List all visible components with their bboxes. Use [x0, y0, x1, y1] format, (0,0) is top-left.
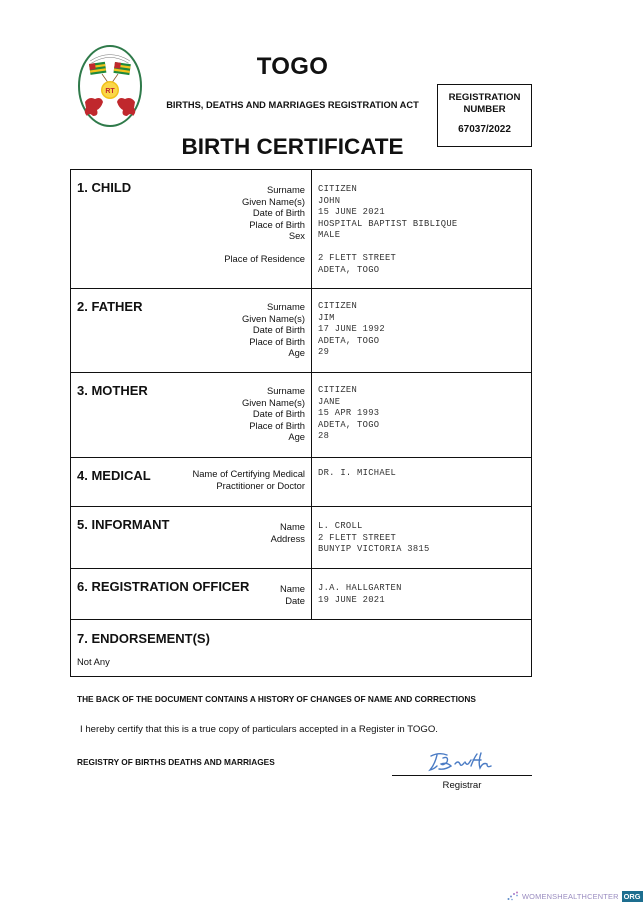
act-title: BIRTHS, DEATHS AND MARRIAGES REGISTRATION ACT — [166, 100, 419, 110]
mother-given-names: JANE — [318, 396, 341, 407]
registration-date: 19 JUNE 2021 — [318, 594, 385, 605]
child-place-of-birth: HOSPITAL BAPTIST BIBLIQUE — [318, 218, 458, 229]
field-labels: Name Date — [279, 583, 305, 606]
field-values — [312, 458, 531, 506]
field-labels: Name Address — [270, 521, 305, 544]
section-title: 6. REGISTRATION OFFICER — [77, 579, 250, 594]
section-endorsements — [71, 620, 531, 676]
father-age: 29 — [318, 347, 330, 358]
mother-place-of-birth: ADETA, TOGO — [318, 419, 380, 430]
field-labels: Surname Given Name(s) Date of Birth Place of Birth Age — [241, 301, 305, 359]
endorsement-text: Not Any — [77, 656, 110, 667]
informant-name: L. CROLL — [318, 521, 363, 531]
section-title: 1. CHILD — [77, 180, 132, 195]
section-child — [71, 170, 531, 289]
field-values — [312, 373, 531, 457]
mother-surname: CITIZEN — [318, 385, 358, 395]
field-values — [312, 569, 531, 619]
mother-age: 28 — [318, 431, 330, 442]
section-medical — [71, 458, 531, 507]
section-title: 3. MOTHER — [77, 383, 148, 398]
watermark-badge: ORG — [623, 891, 641, 901]
registry-name: REGISTRY OF BIRTHS DEATHS AND MARRIAGES — [77, 757, 275, 767]
child-surname: CITIZEN — [318, 184, 358, 194]
field-values — [312, 289, 531, 372]
certificate-table — [70, 169, 532, 677]
field-values — [312, 507, 531, 568]
signature-line — [392, 775, 532, 776]
father-given-names: JIM — [318, 312, 335, 323]
child-residence-line1: 2 FLETT STREET — [318, 252, 397, 263]
section-title: 5. INFORMANT — [77, 517, 170, 532]
child-given-names: JOHN — [318, 195, 341, 206]
field-labels: Surname Given Name(s) Date of Birth Place of Birth Age — [241, 385, 305, 443]
section-title: 2. FATHER — [77, 299, 143, 314]
registration-label: REGISTRATION NUMBER — [448, 92, 521, 115]
mother-date-of-birth: 15 APR 1993 — [318, 408, 380, 419]
section-mother — [71, 373, 531, 458]
watermark-text: WOMENSHEALTHCENTER — [522, 891, 619, 901]
country-title: TOGO — [256, 53, 329, 80]
officer-name: J.A. HALLGARTEN — [318, 583, 402, 593]
certification-statement: I hereby certify that this is a true copy of particulars accepted in a Register in TOGO. — [80, 724, 438, 735]
father-place-of-birth: ADETA, TOGO — [318, 335, 380, 346]
child-date-of-birth: 15 JUNE 2021 — [318, 207, 385, 218]
child-residence-line2: ADETA, TOGO — [318, 264, 380, 275]
section-registration-officer — [71, 569, 531, 620]
certificate-title: BIRTH CERTIFICATE — [181, 134, 404, 159]
coat-of-arms-icon — [77, 44, 143, 128]
registration-number: 67037/2022 — [458, 124, 511, 135]
informant-address-line2: BUNYIP VICTORIA 3815 — [318, 544, 430, 555]
registrar-signature — [425, 750, 500, 774]
medical-practitioner-name: DR. I. MICHAEL — [318, 468, 397, 478]
father-surname: CITIZEN — [318, 301, 358, 311]
field-values — [312, 170, 531, 288]
section-title: 7. ENDORSEMENT(S) — [77, 631, 210, 646]
child-sex: MALE — [318, 230, 341, 241]
signature-icon — [425, 750, 500, 774]
svg-text:RT: RT — [105, 88, 115, 95]
coat-of-arms-emblem — [77, 44, 143, 128]
back-of-document-notice: THE BACK OF THE DOCUMENT CONTAINS A HISTORY OF CHANGES OF NAME AND CORRECTIONS — [77, 694, 476, 704]
field-labels: Surname Given Name(s) Date of Birth Place of Birth Sex Place of Residence — [224, 184, 305, 264]
section-informant — [71, 507, 531, 569]
father-date-of-birth: 17 JUNE 1992 — [318, 324, 385, 335]
field-labels: Name of Certifying Medical Practitioner or Doctor — [192, 468, 305, 491]
watermark — [507, 889, 643, 903]
section-father — [71, 289, 531, 373]
informant-address-line1: 2 FLETT STREET — [318, 532, 397, 543]
registrar-label: Registrar — [442, 780, 482, 791]
registration-number-box — [437, 84, 532, 147]
section-title: 4. MEDICAL — [77, 468, 151, 483]
dots-logo-icon — [507, 891, 519, 901]
